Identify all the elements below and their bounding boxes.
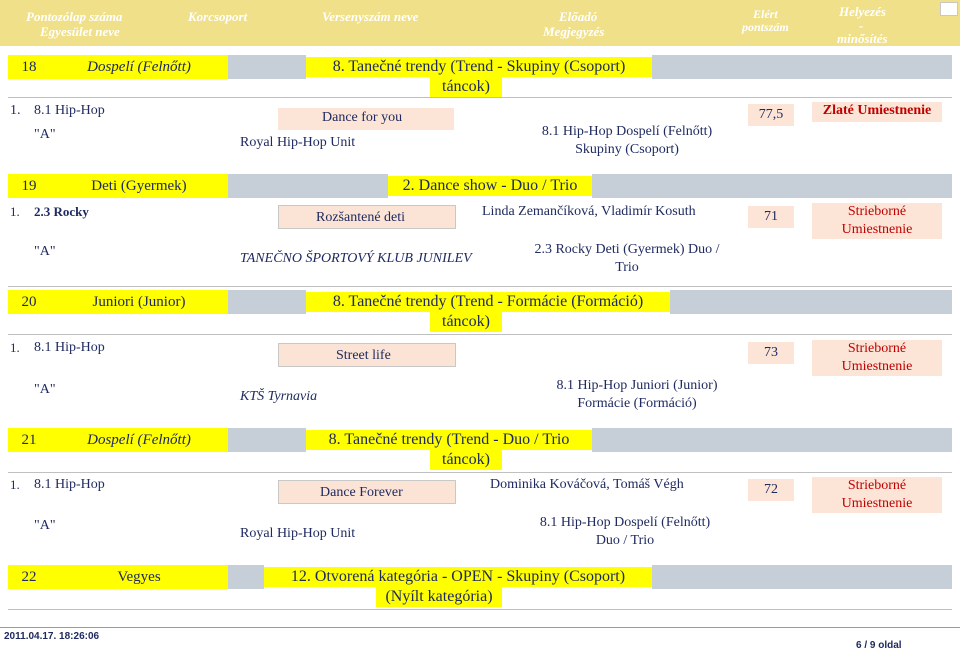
header-placement-dash: - [859, 18, 864, 33]
band-gray-right [592, 174, 952, 198]
section-title-line1: 8. Tanečné trendy (Trend - Duo / Trio [306, 430, 592, 450]
section-band-18 [0, 55, 960, 95]
header-performer: Előadó [559, 9, 598, 24]
entry-note-line2: Formácie (Formáció) [577, 396, 697, 411]
header-score-label-2: pontszám [742, 20, 789, 34]
header-sheet-number: Pontozólap száma [26, 9, 123, 24]
section-title-line2: táncok) [430, 450, 502, 470]
entry-style: 8.1 Hip-Hop [34, 477, 105, 492]
section-number: 22 [8, 565, 50, 589]
section-title-line1: 2. Dance show - Duo / Trio [388, 176, 592, 196]
entry-score: 73 [748, 342, 794, 364]
header-club-name: Egyesület neve [40, 24, 120, 39]
entry-piece: Dance Forever [320, 485, 403, 500]
divider [8, 609, 952, 610]
band-gray-left [228, 428, 306, 452]
entry-performers: Linda Zemančíková, Vladimír Kosuth [482, 204, 696, 219]
entry-note-line2: Trio [615, 260, 639, 275]
entry-club: TANEČNO ŠPORTOVÝ KLUB JUNILEV [240, 251, 472, 266]
band-gray-left [228, 290, 306, 314]
entry-score: 72 [748, 479, 794, 501]
entry-club: Royal Hip-Hop Unit [240, 526, 356, 541]
entry-club: KTŠ Tyrnavia [240, 389, 318, 404]
entry-style: 2.3 Rocky [34, 204, 89, 219]
entry-note-line1: 8.1 Hip-Hop Juniori (Junior) [556, 378, 718, 393]
section-title-line1: 8. Tanečné trendy (Trend - Skupiny (Csoport) [306, 57, 652, 77]
entry-note-line1: 8.1 Hip-Hop Dospelí (Felnőtt) [541, 124, 713, 139]
section-title-line2: táncok) [430, 77, 502, 97]
header-placement: Helyezés [839, 4, 886, 19]
header-corner-box [940, 2, 958, 16]
column-header-bar [0, 0, 960, 46]
footer-page-number: 6 / 9 oldal [856, 640, 902, 651]
entry-grade: "A" [34, 244, 56, 259]
entry-award: Zlaté Umiestnenie [812, 102, 942, 122]
section-category: Vegyes [50, 565, 228, 589]
entry-score: 71 [748, 206, 794, 228]
entry-rank: 1. [10, 204, 20, 219]
divider [8, 472, 952, 473]
band-gray-left [228, 565, 264, 589]
section-number: 18 [8, 55, 50, 79]
section-band-22 [0, 565, 960, 605]
entry-club: Royal Hip-Hop Unit [240, 135, 356, 150]
award-line1: Strieborné [847, 204, 907, 219]
entry-performers: Dominika Kováčová, Tomáš Végh [490, 477, 684, 492]
section-number: 19 [8, 174, 50, 198]
section-category: Dospelí (Felnőtt) [50, 55, 228, 79]
section-title-line1: 8. Tanečné trendy (Trend - Formácie (Formáció) [306, 292, 670, 312]
header-remark: Megjegyzés [543, 24, 605, 39]
entry-score: 77,5 [748, 104, 794, 126]
band-gray-left [228, 55, 306, 79]
entry-piece: Dance for you [322, 110, 403, 125]
section-title-line2: táncok) [430, 312, 502, 332]
divider [8, 334, 952, 335]
section-title-line2: (Nyílt kategória) [376, 587, 502, 607]
band-gray-left [228, 174, 388, 198]
section-category: Deti (Gyermek) [50, 174, 228, 198]
section-band-21 [0, 428, 960, 468]
section-band-20 [0, 290, 960, 330]
entry-award [812, 477, 942, 513]
entry-piece: Street life [336, 348, 391, 363]
section-category: Juniori (Junior) [50, 290, 228, 314]
band-gray-right [592, 428, 952, 452]
entry-note-line2: Skupiny (Csoport) [575, 142, 679, 157]
entry-grade: "A" [34, 127, 56, 142]
award-line2: Umiestnenie [841, 359, 913, 374]
entry-award [812, 203, 942, 239]
section-category: Dospelí (Felnőtt) [50, 428, 228, 452]
header-age-group: Korcsoport [188, 9, 248, 24]
entry-rank: 1. [10, 340, 20, 355]
footer-timestamp: 2011.04.17. 18:26:06 [4, 631, 100, 642]
entry-style: 8.1 Hip-Hop [34, 103, 105, 118]
award-line2: Umiestnenie [841, 222, 913, 237]
section-band-19 [0, 174, 960, 198]
entry-grade: "A" [34, 382, 56, 397]
award-line1: Strieborné [847, 478, 907, 493]
entry-award [812, 340, 942, 376]
entry-note-line1: 8.1 Hip-Hop Dospelí (Felnőtt) [539, 515, 711, 530]
band-gray-right [652, 565, 952, 589]
section-number: 20 [8, 290, 50, 314]
entry-rank: 1. [10, 103, 21, 118]
band-gray-right [670, 290, 952, 314]
section-number: 21 [8, 428, 50, 452]
header-event-name: Versenyszám neve [322, 9, 419, 24]
header-score-label-1: Elért [753, 7, 778, 21]
entry-note-line1: 2.3 Rocky Deti (Gyermek) Duo / [534, 242, 720, 257]
section-title-line1: 12. Otvorená kategória - OPEN - Skupiny (Csoport) [264, 567, 652, 587]
award-line1: Strieborné [847, 341, 907, 356]
entry-piece: Rozšantené deti [316, 210, 406, 225]
entry-style: 8.1 Hip-Hop [34, 340, 105, 355]
header-rating: minősítés [837, 31, 888, 46]
entry-grade: "A" [34, 518, 56, 533]
award-line2: Umiestnenie [841, 496, 913, 511]
divider [8, 97, 952, 98]
divider [8, 286, 952, 287]
entry-note-line2: Duo / Trio [595, 533, 655, 548]
footer-rule [0, 627, 960, 628]
entry-rank: 1. [10, 477, 20, 492]
band-gray-right [652, 55, 952, 79]
